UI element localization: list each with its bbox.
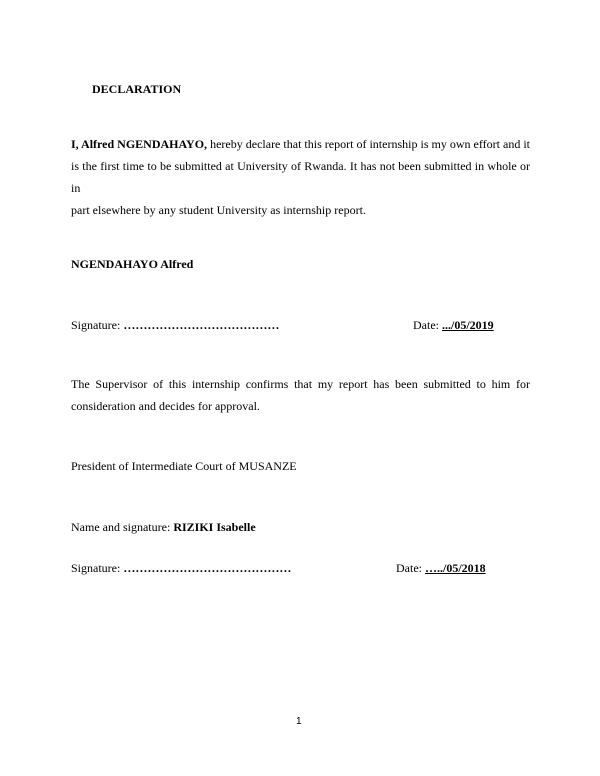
date-value: …../05/2018: [425, 561, 486, 575]
supervisor-name: RIZIKI Isabelle: [173, 520, 256, 534]
declaration-paragraph: [71, 133, 530, 221]
student-signature-line: [71, 318, 279, 333]
signature-label: Signature:: [71, 318, 124, 332]
declaration-line-3: part elsewhere by any student University as internship report.: [71, 203, 366, 217]
signature-dots: …………………………………: [123, 318, 280, 332]
supervisor-statement-line-2: consideration and decides for approval.: [71, 399, 260, 413]
declarant-name: I, Alfred NGENDAHAYO,: [71, 137, 208, 151]
page-title: DECLARATION: [92, 82, 182, 96]
supervisor-statement: [71, 373, 530, 417]
supervisor-statement-line-1: The Supervisor of this internship confirms that my report has been submitted to him for: [71, 377, 530, 391]
student-date: [413, 318, 494, 333]
supervisor-date: [396, 561, 486, 576]
supervisor-signature-line: [71, 561, 291, 576]
date-value: .../05/2019: [442, 318, 494, 332]
page-number: 1: [296, 716, 302, 727]
date-label: Date:: [396, 561, 425, 575]
declaration-line-2: is the first time to be submitted at University of Rwanda. It has not been submitted in whole or in: [71, 159, 530, 195]
name-and-signature-label: Name and signature:: [71, 520, 174, 534]
supervisor-title: President of Intermediate Court of MUSANZE: [71, 459, 297, 473]
date-label: Date:: [413, 318, 442, 332]
name-and-signature-line: [71, 520, 256, 535]
student-name: NGENDAHAYO Alfred: [71, 257, 194, 271]
signature-dots: ……………………………………: [123, 561, 292, 575]
declaration-line-1-text: hereby declare that this report of internship is my own effort and it: [207, 137, 531, 151]
declaration-line-1: [71, 133, 530, 155]
signature-label: Signature:: [71, 561, 124, 575]
